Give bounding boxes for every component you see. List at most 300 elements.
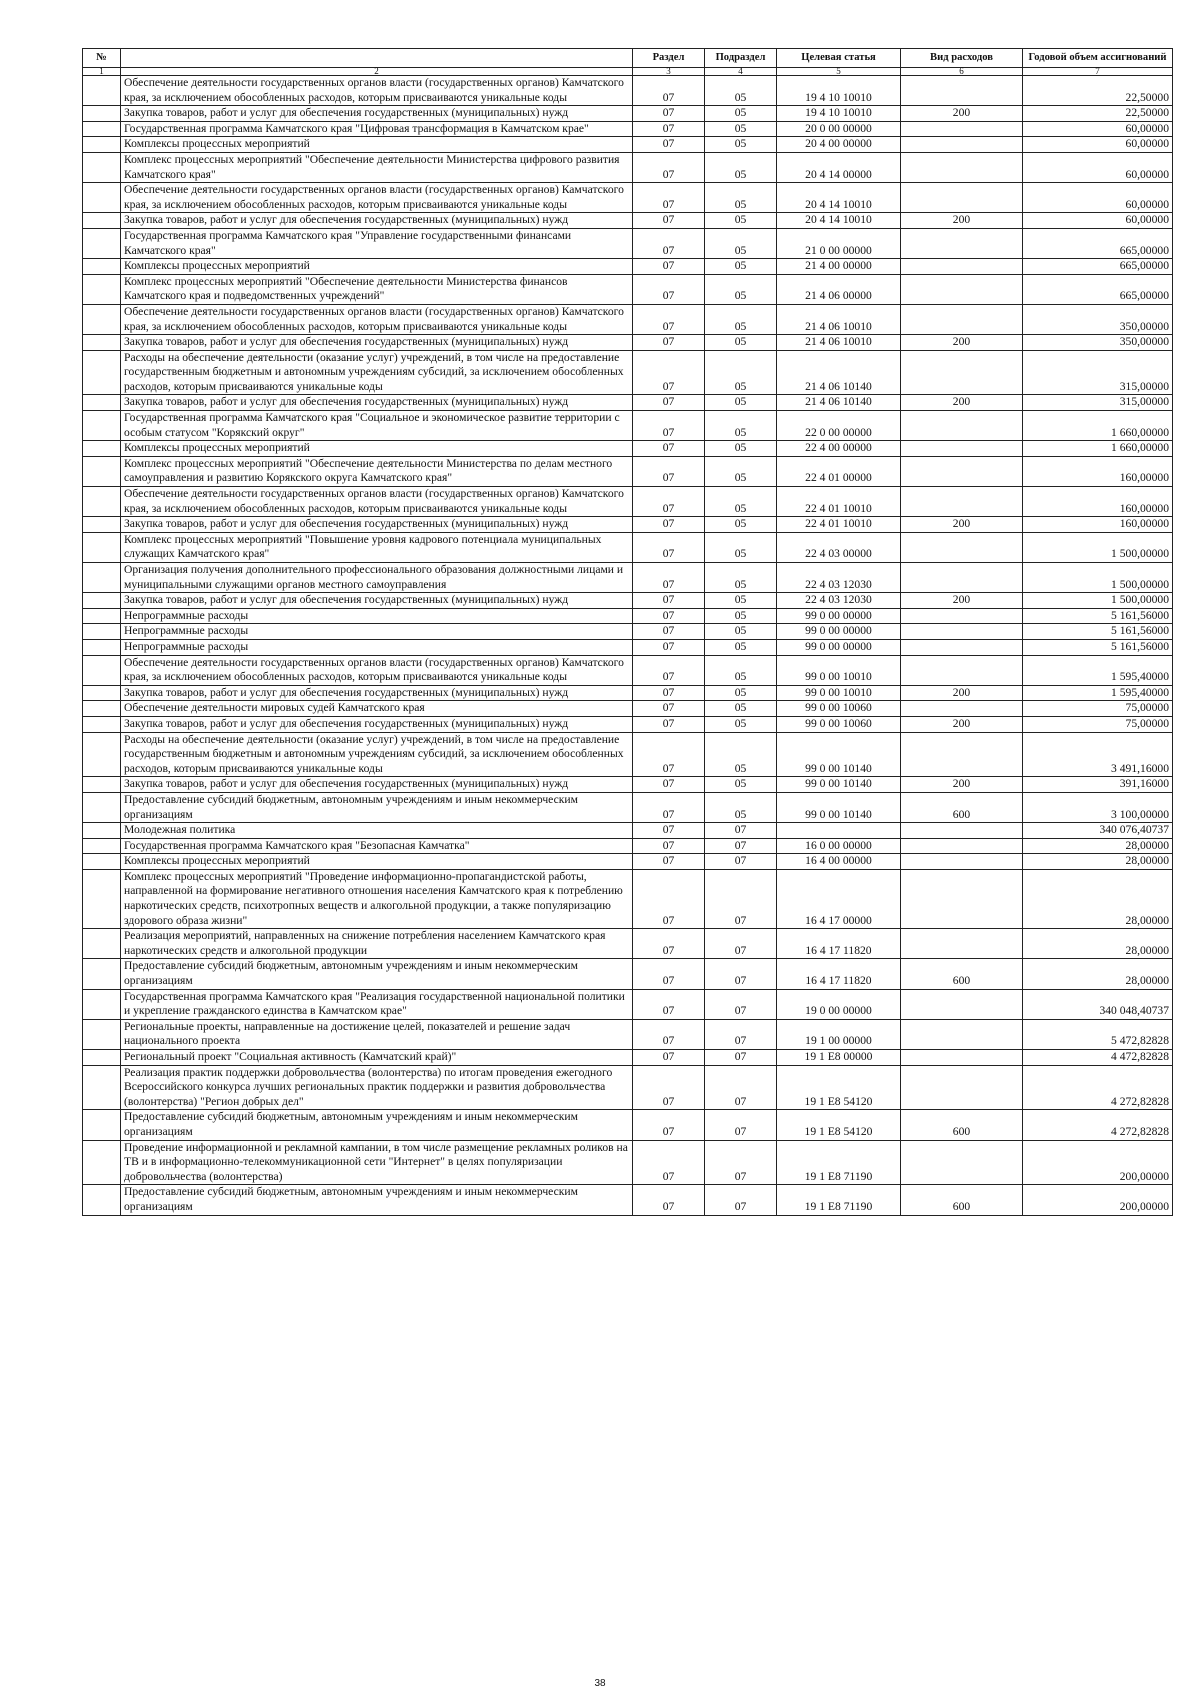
row-number bbox=[83, 1050, 121, 1066]
row-name: Реализация мероприятий, направленных на снижение потребления населением Камчатского края наркотических средств и алкогольной продукции bbox=[121, 929, 633, 959]
row-number bbox=[83, 76, 121, 106]
row-name: Непрограммные расходы bbox=[121, 639, 633, 655]
row-volume: 1 660,00000 bbox=[1023, 441, 1173, 457]
row-name: Обеспечение деятельности государственных органов власти (государственных органов) Камчатского края, за исключением обособленных расходов, которым присваиваются уникальные коды bbox=[121, 655, 633, 685]
row-kind: 200 bbox=[901, 517, 1023, 533]
row-name: Комплексы процессных мероприятий bbox=[121, 441, 633, 457]
column-index: 3 bbox=[633, 68, 705, 76]
table-row bbox=[83, 1140, 1173, 1185]
table-row bbox=[83, 1185, 1173, 1215]
table-row bbox=[83, 563, 1173, 593]
row-target: 16 4 17 11820 bbox=[777, 959, 901, 989]
row-subsection: 05 bbox=[705, 487, 777, 517]
header-kind: Вид расходов bbox=[901, 49, 1023, 68]
row-kind bbox=[901, 732, 1023, 777]
row-kind bbox=[901, 563, 1023, 593]
row-kind bbox=[901, 701, 1023, 717]
table-row bbox=[83, 854, 1173, 870]
row-subsection: 05 bbox=[705, 639, 777, 655]
row-subsection: 05 bbox=[705, 716, 777, 732]
row-section: 07 bbox=[633, 716, 705, 732]
header-target: Целевая статья bbox=[777, 49, 901, 68]
row-subsection: 07 bbox=[705, 1110, 777, 1140]
table-row bbox=[83, 838, 1173, 854]
row-subsection: 05 bbox=[705, 701, 777, 717]
row-number bbox=[83, 701, 121, 717]
row-number bbox=[83, 929, 121, 959]
table-row bbox=[83, 792, 1173, 822]
row-kind: 200 bbox=[901, 593, 1023, 609]
row-number bbox=[83, 152, 121, 182]
row-subsection: 05 bbox=[705, 517, 777, 533]
table-row bbox=[83, 121, 1173, 137]
row-volume: 665,00000 bbox=[1023, 228, 1173, 258]
row-subsection: 05 bbox=[705, 395, 777, 411]
row-target: 22 4 03 12030 bbox=[777, 563, 901, 593]
row-target: 19 0 00 00000 bbox=[777, 989, 901, 1019]
table-row bbox=[83, 685, 1173, 701]
row-name: Расходы на обеспечение деятельности (оказание услуг) учреждений, в том числе на предоставление государственным бюджетным и автономным учреждениям субсидий, за исключением обособленных расходов, которым присваиваются уникальные коды bbox=[121, 350, 633, 395]
row-volume: 60,00000 bbox=[1023, 121, 1173, 137]
row-section: 07 bbox=[633, 411, 705, 441]
row-section: 07 bbox=[633, 655, 705, 685]
row-section: 07 bbox=[633, 685, 705, 701]
row-kind bbox=[901, 1065, 1023, 1110]
row-target: 21 0 00 00000 bbox=[777, 228, 901, 258]
row-name: Закупка товаров, работ и услуг для обеспечения государственных (муниципальных) нужд bbox=[121, 777, 633, 793]
row-subsection: 05 bbox=[705, 152, 777, 182]
row-kind bbox=[901, 608, 1023, 624]
row-volume: 28,00000 bbox=[1023, 838, 1173, 854]
row-name: Региональный проект "Социальная активность (Камчатский край)" bbox=[121, 1050, 633, 1066]
row-kind bbox=[901, 274, 1023, 304]
row-volume: 28,00000 bbox=[1023, 854, 1173, 870]
row-number bbox=[83, 838, 121, 854]
row-target: 99 0 00 00000 bbox=[777, 608, 901, 624]
row-kind bbox=[901, 350, 1023, 395]
row-section: 07 bbox=[633, 106, 705, 122]
row-target: 16 0 00 00000 bbox=[777, 838, 901, 854]
table-row bbox=[83, 655, 1173, 685]
row-number bbox=[83, 456, 121, 486]
row-section: 07 bbox=[633, 563, 705, 593]
row-section: 07 bbox=[633, 1110, 705, 1140]
table-row bbox=[83, 777, 1173, 793]
row-subsection: 07 bbox=[705, 1050, 777, 1066]
row-number bbox=[83, 1019, 121, 1049]
row-section: 07 bbox=[633, 1140, 705, 1185]
row-volume: 5 472,82828 bbox=[1023, 1019, 1173, 1049]
row-number bbox=[83, 441, 121, 457]
row-number bbox=[83, 228, 121, 258]
row-subsection: 05 bbox=[705, 259, 777, 275]
row-section: 07 bbox=[633, 1050, 705, 1066]
row-name: Обеспечение деятельности государственных органов власти (государственных органов) Камчатского края, за исключением обособленных расходов, которым присваиваются уникальные коды bbox=[121, 487, 633, 517]
row-number bbox=[83, 608, 121, 624]
row-target: 20 4 00 00000 bbox=[777, 137, 901, 153]
row-target: 22 0 00 00000 bbox=[777, 411, 901, 441]
row-name: Закупка товаров, работ и услуг для обеспечения государственных (муниципальных) нужд bbox=[121, 593, 633, 609]
header-row bbox=[83, 49, 1173, 68]
row-volume: 350,00000 bbox=[1023, 335, 1173, 351]
row-kind bbox=[901, 854, 1023, 870]
row-section: 07 bbox=[633, 517, 705, 533]
row-subsection: 05 bbox=[705, 304, 777, 334]
row-kind bbox=[901, 838, 1023, 854]
row-volume: 1 660,00000 bbox=[1023, 411, 1173, 441]
row-target: 22 4 00 00000 bbox=[777, 441, 901, 457]
row-number bbox=[83, 274, 121, 304]
row-subsection: 07 bbox=[705, 854, 777, 870]
row-number bbox=[83, 869, 121, 928]
row-volume: 60,00000 bbox=[1023, 152, 1173, 182]
table-header bbox=[83, 49, 1173, 76]
row-name: Комплекс процессных мероприятий "Проведение информационно-пропагандистской работы, направленной на формирование негативного отношения населения Камчатского края к потреблению наркотических средств, психотропных веществ и алкогольной продукции, а также популяризацию здорового образа жизни" bbox=[121, 869, 633, 928]
row-volume: 60,00000 bbox=[1023, 183, 1173, 213]
row-kind bbox=[901, 259, 1023, 275]
column-index: 6 bbox=[901, 68, 1023, 76]
table-row bbox=[83, 228, 1173, 258]
row-subsection: 05 bbox=[705, 183, 777, 213]
row-name: Комплексы процессных мероприятий bbox=[121, 259, 633, 275]
row-volume: 60,00000 bbox=[1023, 213, 1173, 229]
row-name: Государственная программа Камчатского края "Управление государственными финансами Камчатского края" bbox=[121, 228, 633, 258]
row-section: 07 bbox=[633, 854, 705, 870]
row-volume: 350,00000 bbox=[1023, 304, 1173, 334]
table-row bbox=[83, 274, 1173, 304]
row-name: Непрограммные расходы bbox=[121, 624, 633, 640]
row-subsection: 07 bbox=[705, 989, 777, 1019]
table-row bbox=[83, 1110, 1173, 1140]
row-name: Комплексы процессных мероприятий bbox=[121, 137, 633, 153]
row-subsection: 07 bbox=[705, 1140, 777, 1185]
row-number bbox=[83, 777, 121, 793]
table-row bbox=[83, 1019, 1173, 1049]
row-number bbox=[83, 732, 121, 777]
header-num: № bbox=[83, 49, 121, 68]
table-row bbox=[83, 959, 1173, 989]
row-subsection: 05 bbox=[705, 213, 777, 229]
column-index-row bbox=[83, 68, 1173, 76]
row-kind bbox=[901, 121, 1023, 137]
row-target: 22 4 03 00000 bbox=[777, 532, 901, 562]
row-target: 19 1 E8 71190 bbox=[777, 1140, 901, 1185]
row-section: 07 bbox=[633, 732, 705, 777]
row-name: Государственная программа Камчатского края "Безопасная Камчатка" bbox=[121, 838, 633, 854]
column-index: 5 bbox=[777, 68, 901, 76]
table-row bbox=[83, 593, 1173, 609]
row-volume: 665,00000 bbox=[1023, 259, 1173, 275]
row-volume: 340 076,40737 bbox=[1023, 823, 1173, 839]
row-target: 19 1 00 00000 bbox=[777, 1019, 901, 1049]
row-name: Обеспечение деятельности мировых судей Камчатского края bbox=[121, 701, 633, 717]
row-volume: 160,00000 bbox=[1023, 487, 1173, 517]
row-name: Закупка товаров, работ и услуг для обеспечения государственных (муниципальных) нужд bbox=[121, 517, 633, 533]
row-section: 07 bbox=[633, 335, 705, 351]
row-number bbox=[83, 1140, 121, 1185]
row-subsection: 05 bbox=[705, 335, 777, 351]
row-name: Комплекс процессных мероприятий "Обеспечение деятельности Министерства по делам местного самоуправления и развитию Корякского округа Камчатского края" bbox=[121, 456, 633, 486]
row-number bbox=[83, 639, 121, 655]
row-number bbox=[83, 989, 121, 1019]
row-section: 07 bbox=[633, 456, 705, 486]
row-subsection: 07 bbox=[705, 1019, 777, 1049]
row-target: 99 0 00 10060 bbox=[777, 701, 901, 717]
row-volume: 1 500,00000 bbox=[1023, 593, 1173, 609]
row-number bbox=[83, 395, 121, 411]
row-target: 22 4 03 12030 bbox=[777, 593, 901, 609]
row-number bbox=[83, 487, 121, 517]
row-volume: 315,00000 bbox=[1023, 395, 1173, 411]
column-index: 7 bbox=[1023, 68, 1173, 76]
row-subsection: 07 bbox=[705, 823, 777, 839]
row-name: Предоставление субсидий бюджетным, автономным учреждениям и иным некоммерческим организациям bbox=[121, 959, 633, 989]
row-section: 07 bbox=[633, 823, 705, 839]
row-subsection: 05 bbox=[705, 137, 777, 153]
row-subsection: 05 bbox=[705, 624, 777, 640]
row-name: Государственная программа Камчатского края "Реализация государственной национальной политики и укрепление гражданского единства в Камчатском крае" bbox=[121, 989, 633, 1019]
row-target: 99 0 00 00000 bbox=[777, 624, 901, 640]
row-kind bbox=[901, 869, 1023, 928]
row-volume: 340 048,40737 bbox=[1023, 989, 1173, 1019]
row-number bbox=[83, 1110, 121, 1140]
row-volume: 160,00000 bbox=[1023, 456, 1173, 486]
row-volume: 75,00000 bbox=[1023, 716, 1173, 732]
row-subsection: 05 bbox=[705, 456, 777, 486]
table-row bbox=[83, 532, 1173, 562]
row-number bbox=[83, 563, 121, 593]
row-subsection: 05 bbox=[705, 411, 777, 441]
table-body bbox=[83, 76, 1173, 1216]
row-subsection: 05 bbox=[705, 732, 777, 777]
table-row bbox=[83, 929, 1173, 959]
row-number bbox=[83, 259, 121, 275]
row-number bbox=[83, 959, 121, 989]
row-number bbox=[83, 685, 121, 701]
table-row bbox=[83, 869, 1173, 928]
row-subsection: 05 bbox=[705, 76, 777, 106]
row-section: 07 bbox=[633, 1019, 705, 1049]
row-volume: 4 472,82828 bbox=[1023, 1050, 1173, 1066]
row-kind bbox=[901, 1140, 1023, 1185]
row-name: Расходы на обеспечение деятельности (оказание услуг) учреждений, в том числе на предоставление государственным бюджетным и автономным учреждениям субсидий, за исключением обособленных расходов, которым присваиваются уникальные коды bbox=[121, 732, 633, 777]
row-section: 07 bbox=[633, 701, 705, 717]
row-volume: 5 161,56000 bbox=[1023, 639, 1173, 655]
table-row bbox=[83, 716, 1173, 732]
row-number bbox=[83, 532, 121, 562]
row-name: Комплекс процессных мероприятий "Обеспечение деятельности Министерства цифрового развития Камчатского края" bbox=[121, 152, 633, 182]
row-subsection: 05 bbox=[705, 563, 777, 593]
row-subsection: 07 bbox=[705, 929, 777, 959]
row-target: 19 4 10 10010 bbox=[777, 76, 901, 106]
table-row bbox=[83, 350, 1173, 395]
row-target: 22 4 01 00000 bbox=[777, 456, 901, 486]
row-kind: 200 bbox=[901, 213, 1023, 229]
row-section: 07 bbox=[633, 487, 705, 517]
row-target: 16 4 17 11820 bbox=[777, 929, 901, 959]
row-number bbox=[83, 792, 121, 822]
row-section: 07 bbox=[633, 1065, 705, 1110]
row-target: 22 4 01 10010 bbox=[777, 517, 901, 533]
table-row bbox=[83, 1050, 1173, 1066]
row-section: 07 bbox=[633, 989, 705, 1019]
row-target: 21 4 06 10010 bbox=[777, 335, 901, 351]
row-number bbox=[83, 183, 121, 213]
row-target: 19 1 E8 54120 bbox=[777, 1065, 901, 1110]
row-kind bbox=[901, 152, 1023, 182]
table-row bbox=[83, 152, 1173, 182]
row-number bbox=[83, 411, 121, 441]
row-volume: 3 100,00000 bbox=[1023, 792, 1173, 822]
row-volume: 1 500,00000 bbox=[1023, 532, 1173, 562]
row-number bbox=[83, 823, 121, 839]
row-number bbox=[83, 624, 121, 640]
row-target: 20 0 00 00000 bbox=[777, 121, 901, 137]
row-volume: 200,00000 bbox=[1023, 1185, 1173, 1215]
row-kind: 200 bbox=[901, 777, 1023, 793]
row-number bbox=[83, 106, 121, 122]
row-volume: 4 272,82828 bbox=[1023, 1110, 1173, 1140]
row-section: 07 bbox=[633, 608, 705, 624]
row-section: 07 bbox=[633, 121, 705, 137]
table-row bbox=[83, 1065, 1173, 1110]
table-row bbox=[83, 395, 1173, 411]
column-index: 2 bbox=[121, 68, 633, 76]
row-section: 07 bbox=[633, 395, 705, 411]
row-name: Предоставление субсидий бюджетным, автономным учреждениям и иным некоммерческим организациям bbox=[121, 1185, 633, 1215]
row-name: Реализация практик поддержки добровольчества (волонтерства) по итогам проведения ежегодного Всероссийского конкурса лучших региональных практик поддержки и развития добровольчества (волонтерства) "Регион добрых дел" bbox=[121, 1065, 633, 1110]
row-kind bbox=[901, 183, 1023, 213]
row-volume: 5 161,56000 bbox=[1023, 624, 1173, 640]
row-kind: 600 bbox=[901, 1110, 1023, 1140]
row-target: 22 4 01 10010 bbox=[777, 487, 901, 517]
row-volume: 665,00000 bbox=[1023, 274, 1173, 304]
row-subsection: 05 bbox=[705, 274, 777, 304]
budget-table bbox=[82, 48, 1173, 1216]
row-section: 07 bbox=[633, 259, 705, 275]
row-number bbox=[83, 1185, 121, 1215]
row-name: Закупка товаров, работ и услуг для обеспечения государственных (муниципальных) нужд bbox=[121, 213, 633, 229]
row-subsection: 07 bbox=[705, 1185, 777, 1215]
row-volume: 3 491,16000 bbox=[1023, 732, 1173, 777]
row-target: 16 4 17 00000 bbox=[777, 869, 901, 928]
row-target: 21 4 00 00000 bbox=[777, 259, 901, 275]
row-kind: 200 bbox=[901, 685, 1023, 701]
row-number bbox=[83, 335, 121, 351]
row-kind bbox=[901, 929, 1023, 959]
row-subsection: 05 bbox=[705, 106, 777, 122]
row-volume: 391,16000 bbox=[1023, 777, 1173, 793]
table-row bbox=[83, 304, 1173, 334]
row-volume: 1 595,40000 bbox=[1023, 685, 1173, 701]
table-row bbox=[83, 76, 1173, 106]
row-kind bbox=[901, 304, 1023, 334]
row-section: 07 bbox=[633, 792, 705, 822]
row-subsection: 05 bbox=[705, 792, 777, 822]
row-target: 21 4 06 10140 bbox=[777, 395, 901, 411]
row-section: 07 bbox=[633, 1185, 705, 1215]
row-target: 19 4 10 10010 bbox=[777, 106, 901, 122]
table-row bbox=[83, 441, 1173, 457]
row-section: 07 bbox=[633, 532, 705, 562]
row-target: 99 0 00 10140 bbox=[777, 792, 901, 822]
row-kind bbox=[901, 1050, 1023, 1066]
row-subsection: 05 bbox=[705, 121, 777, 137]
row-section: 07 bbox=[633, 304, 705, 334]
column-index: 1 bbox=[83, 68, 121, 76]
row-volume: 160,00000 bbox=[1023, 517, 1173, 533]
row-target: 99 0 00 10140 bbox=[777, 732, 901, 777]
row-subsection: 05 bbox=[705, 777, 777, 793]
row-target: 20 4 14 10010 bbox=[777, 183, 901, 213]
row-subsection: 05 bbox=[705, 228, 777, 258]
row-target: 21 4 06 10010 bbox=[777, 304, 901, 334]
row-section: 07 bbox=[633, 838, 705, 854]
row-volume: 4 272,82828 bbox=[1023, 1065, 1173, 1110]
row-section: 07 bbox=[633, 152, 705, 182]
row-kind bbox=[901, 76, 1023, 106]
row-name: Региональные проекты, направленные на достижение целей, показателей и решение задач национального проекта bbox=[121, 1019, 633, 1049]
table-row bbox=[83, 411, 1173, 441]
row-subsection: 05 bbox=[705, 593, 777, 609]
row-kind: 200 bbox=[901, 395, 1023, 411]
row-target: 20 4 14 00000 bbox=[777, 152, 901, 182]
table-row bbox=[83, 487, 1173, 517]
row-subsection: 05 bbox=[705, 441, 777, 457]
row-volume: 60,00000 bbox=[1023, 137, 1173, 153]
row-number bbox=[83, 213, 121, 229]
row-volume: 200,00000 bbox=[1023, 1140, 1173, 1185]
row-kind bbox=[901, 137, 1023, 153]
table-row bbox=[83, 259, 1173, 275]
row-number bbox=[83, 137, 121, 153]
table-row bbox=[83, 989, 1173, 1019]
row-kind bbox=[901, 1019, 1023, 1049]
row-kind bbox=[901, 639, 1023, 655]
row-name: Обеспечение деятельности государственных органов власти (государственных органов) Камчатского края, за исключением обособленных расходов, которым присваиваются уникальные коды bbox=[121, 304, 633, 334]
row-name: Комплекс процессных мероприятий "Обеспечение деятельности Министерства финансов Камчатского края и подведомственных учреждений" bbox=[121, 274, 633, 304]
row-name: Комплексы процессных мероприятий bbox=[121, 854, 633, 870]
row-section: 07 bbox=[633, 76, 705, 106]
row-number bbox=[83, 517, 121, 533]
row-name: Молодежная политика bbox=[121, 823, 633, 839]
row-section: 07 bbox=[633, 183, 705, 213]
row-name: Предоставление субсидий бюджетным, автономным учреждениям и иным некоммерческим организациям bbox=[121, 792, 633, 822]
row-target bbox=[777, 823, 901, 839]
row-name: Предоставление субсидий бюджетным, автономным учреждениям и иным некоммерческим организациям bbox=[121, 1110, 633, 1140]
row-kind bbox=[901, 456, 1023, 486]
row-kind bbox=[901, 624, 1023, 640]
row-target: 99 0 00 10010 bbox=[777, 685, 901, 701]
row-target: 19 1 E8 00000 bbox=[777, 1050, 901, 1066]
row-target: 21 4 06 10140 bbox=[777, 350, 901, 395]
table-row bbox=[83, 106, 1173, 122]
row-number bbox=[83, 716, 121, 732]
row-kind bbox=[901, 989, 1023, 1019]
row-kind: 600 bbox=[901, 959, 1023, 989]
table-row bbox=[83, 624, 1173, 640]
row-subsection: 07 bbox=[705, 1065, 777, 1110]
row-section: 07 bbox=[633, 274, 705, 304]
row-section: 07 bbox=[633, 929, 705, 959]
row-name: Закупка товаров, работ и услуг для обеспечения государственных (муниципальных) нужд bbox=[121, 106, 633, 122]
row-volume: 1 595,40000 bbox=[1023, 655, 1173, 685]
page-number: 38 bbox=[594, 1678, 606, 1689]
row-section: 07 bbox=[633, 593, 705, 609]
table-row bbox=[83, 137, 1173, 153]
row-subsection: 05 bbox=[705, 532, 777, 562]
row-subsection: 05 bbox=[705, 655, 777, 685]
